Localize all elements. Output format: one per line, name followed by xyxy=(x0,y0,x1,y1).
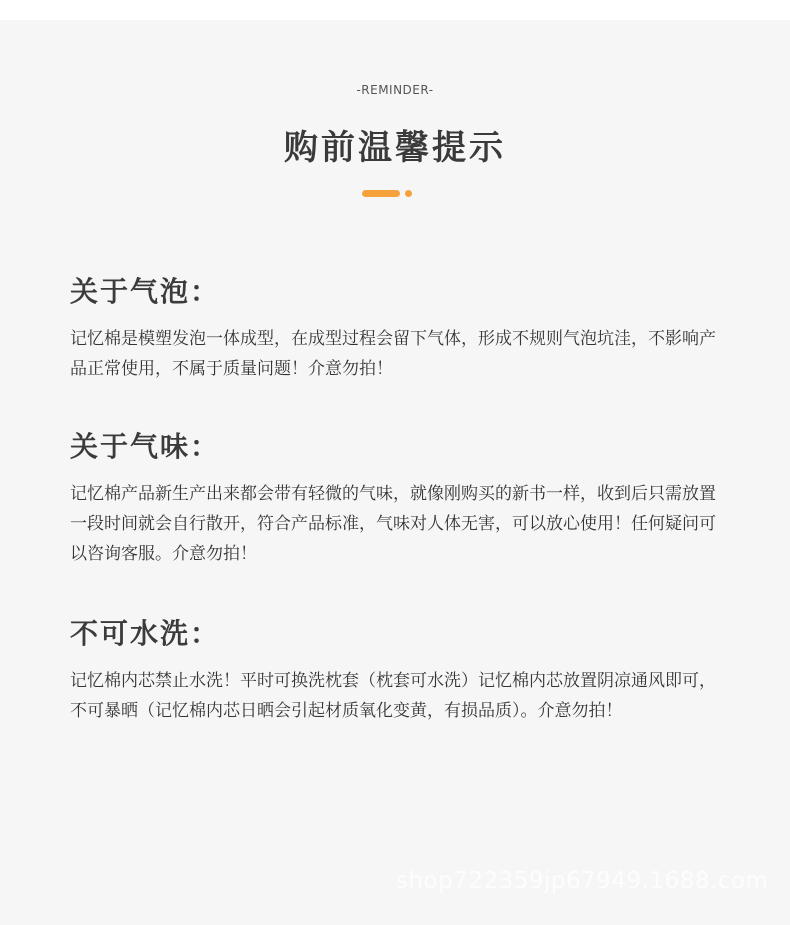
section-heading: 关于气味： xyxy=(70,430,221,463)
accent-dot xyxy=(405,190,412,197)
section-bubbles xyxy=(70,272,730,384)
section-heading: 不可水洗： xyxy=(70,617,221,650)
section-heading: 关于气泡： xyxy=(70,275,221,308)
section-odor xyxy=(70,427,730,569)
section-body: 记忆棉是模塑发泡一体成型，在成型过程会留下气体，形成不规则气泡坑洼，不影响产品正常使用，不属于质量问题！介意勿拍！ xyxy=(70,329,716,379)
section-no-wash xyxy=(70,614,730,726)
reminder-eyebrow: -REMINDER- xyxy=(356,83,434,97)
page-title: 购前温馨提示 xyxy=(284,128,506,168)
section-body: 记忆棉内芯禁止水洗！平时可换洗枕套（枕套可水洗）记忆棉内芯放置阴凉通风即可，不可暴晒（记忆棉内芯日晒会引起材质氧化变黄，有损品质）。介意勿拍！ xyxy=(70,671,716,721)
section-body: 记忆棉产品新生产出来都会带有轻微的气味，就像刚购买的新书一样，收到后只需放置一段时间就会自行散开，符合产品标准，气味对人体无害，可以放心使用！任何疑问可以咨询客服。介意勿拍！ xyxy=(70,484,716,564)
shop-watermark: shop722359jp67949.1688.com xyxy=(396,868,769,894)
accent-bar xyxy=(362,190,400,197)
reminder-panel xyxy=(0,20,790,925)
